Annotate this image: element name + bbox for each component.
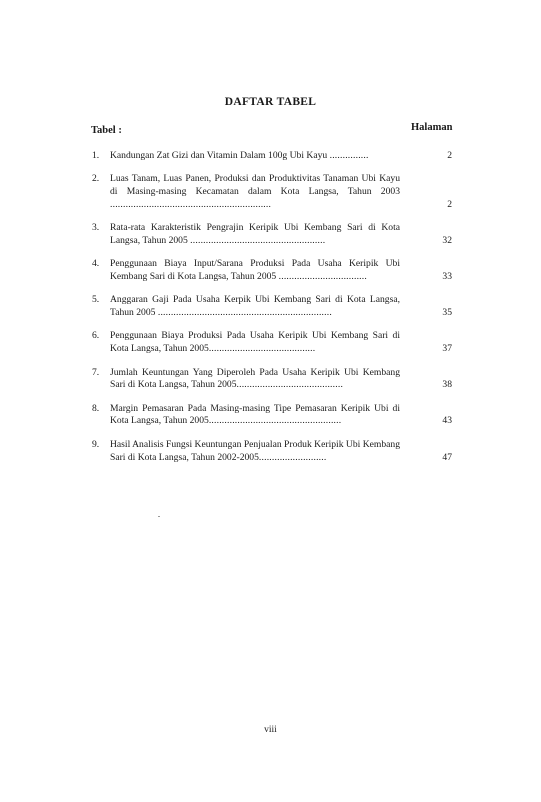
dot-leader: ......................................... bbox=[236, 379, 344, 391]
dot-leader: .................................. bbox=[278, 271, 367, 283]
table-entry[interactable] bbox=[92, 173, 452, 211]
entry-title: Kandungan Zat Gizi dan Vitamin Dalam 100g Ubi Kayu bbox=[110, 150, 328, 161]
entry-page: 37 bbox=[442, 343, 452, 355]
table-column-label: Tabel : bbox=[91, 125, 122, 136]
entry-title: Hasil Analisis Fungsi Keuntungan Penjualan Produk Keripik Ubi Kembang Sari di Kota Langsa, Tahun 2002-2005 bbox=[110, 438, 400, 463]
table-entry[interactable] bbox=[92, 403, 452, 429]
table-entry[interactable] bbox=[92, 439, 452, 465]
dot-leader: ................................................................... bbox=[157, 307, 332, 319]
entry-title: Penggunaan Biaya Produksi Pada Usaha Keripik Ubi Kembang Sari di Kota Langsa, Tahun 2005 bbox=[110, 330, 400, 355]
table-list bbox=[92, 150, 452, 464]
dot-leader: ................................................... bbox=[208, 415, 342, 427]
entry-title: Rata-rata Karakteristik Pengrajin Keripik Ubi Kembang Sari di Kota Langsa, Tahun 2005 bbox=[110, 222, 400, 246]
table-entry[interactable] bbox=[92, 150, 452, 163]
page-number: viii bbox=[264, 725, 277, 735]
entry-page: 33 bbox=[442, 271, 452, 283]
table-entry[interactable] bbox=[92, 367, 452, 393]
entry-title: Penggunaan Biaya Input/Sarana Produksi Pada Usaha Keripik Ubi Kembang Sari di Kota Langsa, Tahun 2005 bbox=[110, 258, 400, 283]
page-title: DAFTAR TABEL bbox=[224, 96, 317, 108]
entry-page: 35 bbox=[442, 307, 452, 319]
dot-leader: ......................................... bbox=[208, 343, 316, 355]
entry-title: Anggaran Gaji Pada Usaha Kerpik Ubi Kembang Sari di Kota Langsa, Tahun 2005 bbox=[110, 294, 400, 319]
entry-number: 5. bbox=[92, 294, 100, 306]
entry-number: 7. bbox=[92, 366, 100, 378]
entry-page: 43 bbox=[442, 415, 452, 427]
entry-page: 38 bbox=[442, 379, 452, 391]
entry-title: Luas Tanam, Luas Panen, Produksi dan Produktivitas Tanaman Ubi Kayu di Masing-masing Kecamatan dalam Kota Langsa, Tahun 2003 bbox=[110, 173, 400, 198]
table-entry[interactable] bbox=[92, 330, 452, 356]
entry-number: 8. bbox=[92, 402, 100, 414]
entry-title: Jumlah Keuntungan Yang Diperoleh Pada Usaha Keripik Ubi Kembang Sari di Kota Langsa, Tahun 2005 bbox=[110, 366, 400, 391]
scan-speck bbox=[158, 516, 160, 517]
entry-number: 1. bbox=[92, 150, 100, 161]
entry-page: 32 bbox=[442, 234, 452, 246]
entry-number: 4. bbox=[92, 258, 100, 270]
entry-number: 6. bbox=[92, 330, 100, 342]
entry-title: Margin Pemasaran Pada Masing-masing Tipe Pemasaran Keripik Ubi di Kota Langsa, Tahun 2005 bbox=[110, 402, 400, 427]
dot-leader: .............................................................. bbox=[110, 198, 272, 210]
entry-page: 2 bbox=[447, 150, 452, 161]
dot-leader: .................................................... bbox=[190, 234, 326, 246]
entry-number: 2. bbox=[92, 173, 100, 185]
entry-number: 9. bbox=[92, 438, 100, 450]
entry-page: 47 bbox=[442, 451, 452, 463]
entry-page: 2 bbox=[447, 198, 452, 210]
table-entry[interactable] bbox=[92, 294, 452, 320]
page-column-label: Halaman bbox=[411, 122, 453, 133]
table-entry[interactable] bbox=[92, 222, 452, 248]
table-entry[interactable] bbox=[92, 258, 452, 284]
dot-leader: .......................... bbox=[258, 451, 327, 463]
dot-leader: ............... bbox=[329, 150, 369, 161]
entry-number: 3. bbox=[92, 222, 100, 234]
